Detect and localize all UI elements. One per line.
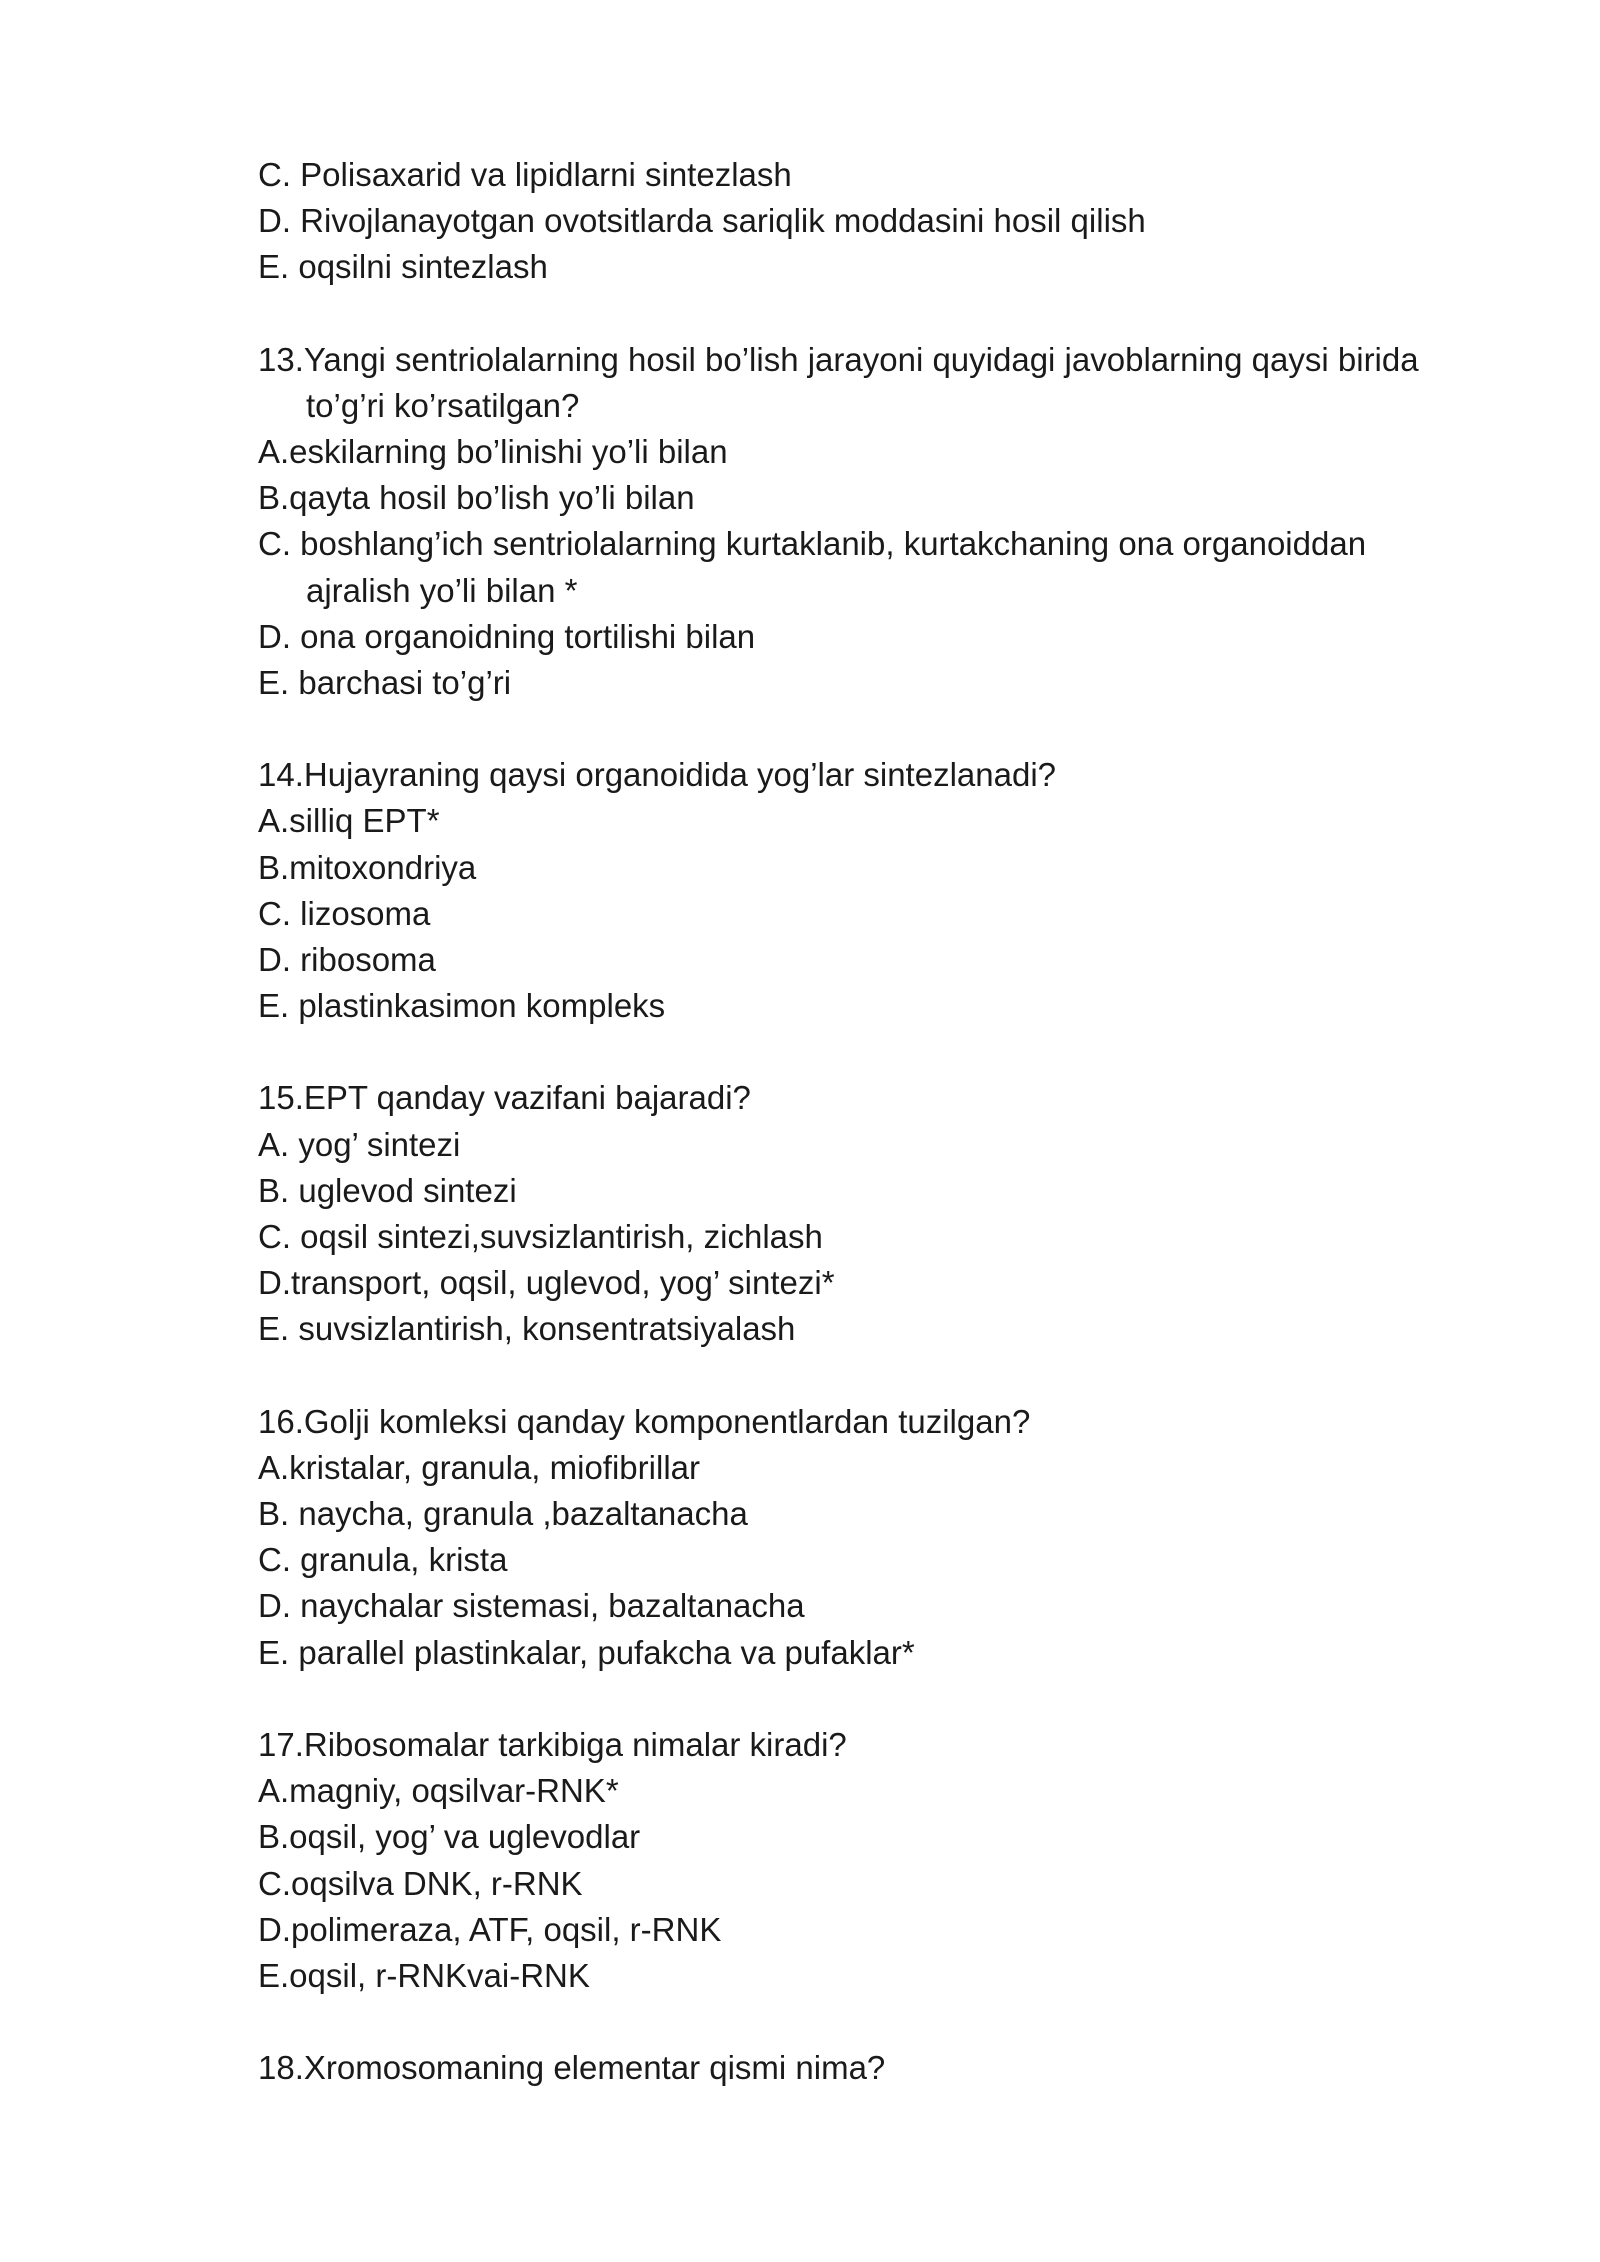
text-line: C. lizosoma — [258, 894, 431, 932]
document-body — [258, 152, 1498, 2091]
text-line: B. naycha, granula ,bazaltanacha — [258, 1495, 748, 1533]
text-line: A. yog’ sintezi — [258, 1125, 461, 1163]
paragraph-gap — [258, 1999, 1498, 2045]
text-line: B.mitoxondriya — [258, 848, 477, 886]
text-line: A.eskilarning bo’linishi yo’li bilan — [258, 433, 728, 471]
text-line: E.oqsil, r-RNKvai-RNK — [258, 1956, 590, 1994]
text-line: E. oqsilni sintezlash — [258, 248, 548, 286]
text-line: 16.Golji komleksi qanday komponentlardan tuzilgan? — [258, 1402, 1031, 1440]
text-line: E. suvsizlantirish, konsentratsiyalash — [258, 1310, 796, 1348]
text-line: A.magniy, oqsilvar-RNK* — [258, 1772, 619, 1810]
paragraph-gap — [258, 706, 1498, 752]
text-line: B.oqsil, yog’ va uglevodlar — [258, 1818, 641, 1856]
text-line: E. plastinkasimon kompleks — [258, 987, 666, 1025]
text-line: C. boshlang’ich sentriolalarning kurtaklanib, kurtakchaning ona organoiddan — [258, 525, 1367, 563]
text-line: D. ribosoma — [258, 941, 436, 979]
text-line: A.silliq EPT* — [258, 802, 440, 840]
text-line: B.qayta hosil bo’lish yo’li bilan — [258, 479, 695, 517]
paragraph-gap — [258, 1353, 1498, 1399]
text-line: 14.Hujayraning qaysi organoidida yog’lar sintezlanadi? — [258, 756, 1057, 794]
text-line: D.transport, oqsil, uglevod, yog’ sintezi* — [258, 1264, 835, 1302]
text-line: B. uglevod sintezi — [258, 1171, 517, 1209]
text-line: D. ona organoidning tortilishi bilan — [258, 617, 756, 655]
text-line: D.polimeraza, ATF, oqsil, r-RNK — [258, 1910, 722, 1948]
paragraph-gap — [258, 1676, 1498, 1722]
text-line: D. Rivojlanayotgan ovotsitlarda sariqlik moddasini hosil qilish — [258, 202, 1146, 240]
text-line: 13.Yangi sentriolalarning hosil bo’lish jarayoni quyidagi javoblarning qaysi birida — [258, 340, 1419, 378]
text-line: C. oqsil sintezi,suvsizlantirish, zichlash — [258, 1218, 823, 1256]
text-line: ajralish yo’li bilan * — [306, 571, 578, 609]
text-line: E. parallel plastinkalar, pufakcha va pufaklar* — [258, 1633, 915, 1671]
text-line: 17.Ribosomalar tarkibiga nimalar kiradi? — [258, 1725, 847, 1763]
text-line: C. Polisaxarid va lipidlarni sintezlash — [258, 156, 792, 193]
paragraph-gap — [258, 291, 1498, 337]
text-line: E. barchasi to’g’ri — [258, 664, 512, 702]
text-line: C. granula, krista — [258, 1541, 508, 1579]
text-line: to’g’ri ko’rsatilgan? — [306, 386, 580, 424]
text-line: C.oqsilva DNK, r-RNK — [258, 1864, 583, 1902]
text-line: 15.EPT qanday vazifani bajaradi? — [258, 1079, 751, 1117]
text-line: 18.Xromosomaning elementar qismi nima? — [258, 2049, 886, 2087]
text-line: A.kristalar, granula, miofibrillar — [258, 1448, 700, 1486]
paragraph-gap — [258, 1029, 1498, 1075]
text-line: D. naychalar sistemasi, bazaltanacha — [258, 1587, 805, 1625]
